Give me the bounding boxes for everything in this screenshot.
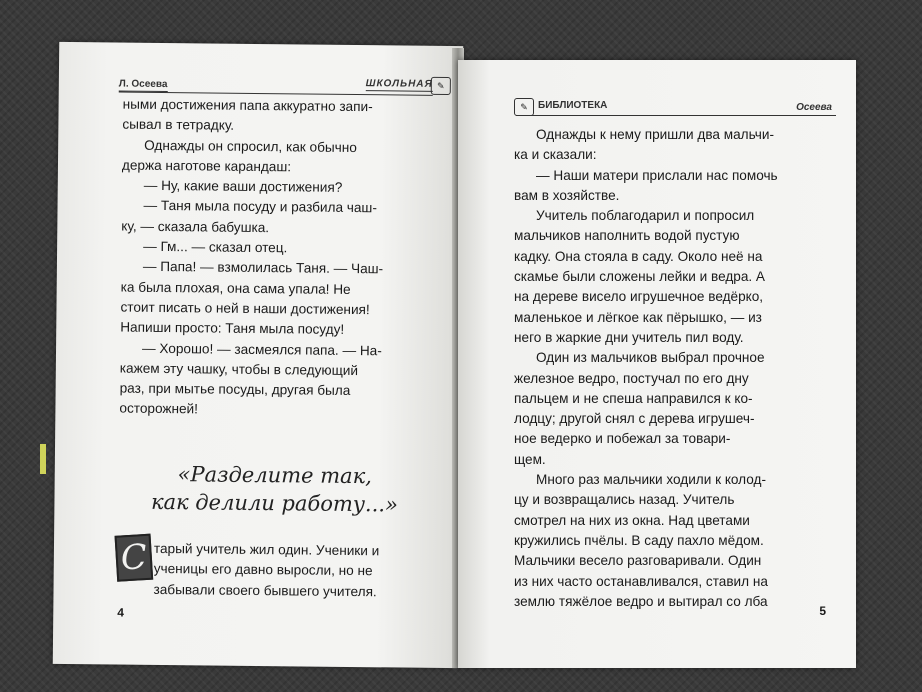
- text-line: Мальчики весело разговаривали. Один: [514, 553, 762, 569]
- story-title-line: «Разделите так,: [177, 462, 372, 489]
- right-header-author: Осеева: [796, 102, 832, 113]
- text-line: — Таня мыла посуду и разбила чаш-: [143, 198, 377, 216]
- right-text-block: [514, 125, 836, 612]
- text-line: Один из мальчиков выбрал прочное: [536, 350, 765, 366]
- right-page-number: 5: [819, 604, 826, 618]
- text-line: маленькое и лёгкое как пёрышко, — из: [514, 309, 762, 325]
- text-line: железное ведро, постучал по его дну: [514, 370, 749, 386]
- text-line: Напиши просто: Таня мыла посуду!: [120, 319, 345, 338]
- text-line: — Наши матери прислали нас помочь: [536, 167, 778, 183]
- left-page-number: 4: [117, 605, 125, 620]
- text-line: кажем эту чашку, чтобы в следующий: [119, 360, 359, 378]
- text-line: кружились пчёлы. В саду пахло мёдом.: [514, 532, 764, 548]
- text-line: лодцу; другой снял с дерева игрушеч-: [514, 411, 755, 427]
- text-line: из них часто останавливался, ставил на: [514, 573, 768, 589]
- left-story-start: [153, 539, 442, 603]
- text-line: Однажды к нему пришли два мальчи-: [536, 127, 774, 142]
- left-header-author: Л. Осеева: [118, 78, 168, 91]
- text-line: него в жаркие дни учитель пил воду.: [514, 329, 744, 345]
- text-line: забывали своего бывшего учителя.: [153, 581, 377, 599]
- text-line: — Папа! — взмолилась Таня. — Чаш-: [142, 259, 384, 277]
- text-line: смотрел на них из окна. Над цветами: [514, 512, 750, 528]
- story-title-line: как делили работу...»: [150, 489, 399, 517]
- text-line: ными достижения папа аккуратно запи-: [122, 96, 373, 115]
- text-line: ка была плохая, она сама упала! Не: [120, 279, 351, 297]
- right-header-rule: [516, 115, 836, 116]
- story-title: [114, 460, 435, 519]
- text-line: Учитель поблагодарил и попросил: [536, 208, 755, 224]
- text-line: землю тяжёлое ведро и вытирал со лба: [514, 593, 768, 609]
- text-line: Много раз мальчики ходили к колод-: [536, 472, 766, 488]
- text-line: цу и возвращались назад. Учитель: [514, 492, 735, 508]
- text-line: вам в хозяйстве.: [514, 187, 620, 203]
- text-line: ку, — сказала бабушка.: [121, 218, 270, 235]
- text-line: стоит писать о ней в наши достижения!: [120, 299, 370, 318]
- left-page: [53, 42, 463, 668]
- text-line: — Ну, какие ваши достижения?: [143, 177, 343, 196]
- text-line: — Гм... — сказал отец.: [143, 238, 288, 256]
- text-line: раз, при мытье посуды, другая была: [119, 380, 351, 399]
- text-line: держа наготове карандаш:: [121, 157, 292, 175]
- text-line: — Хорошо! — засмеялся папа. — На-: [141, 340, 382, 358]
- text-line: ка и сказали:: [514, 147, 597, 163]
- series-logo-icon: ✎: [431, 77, 451, 95]
- left-text-block: [119, 95, 442, 423]
- bookmark-ribbon: [40, 444, 46, 474]
- text-line: ученицы его давно выросли, но не: [153, 561, 373, 579]
- text-line: скамье были сложены лейки и ведра. А: [514, 269, 765, 285]
- text-line: пальцем и не спеша направился к ко-: [514, 390, 753, 406]
- text-line: на дереве висело игрушечное ведёрко,: [514, 289, 764, 305]
- right-page: [458, 60, 856, 668]
- text-line: сывал в тетрадку.: [122, 116, 235, 134]
- text-line: кадку. Она стояла в саду. Около неё на: [514, 248, 763, 264]
- text-line: Однажды он спросил, как обычно: [144, 137, 357, 155]
- text-line: осторожней!: [119, 401, 199, 417]
- series-logo-icon: ✎: [514, 98, 534, 116]
- text-line: ное ведерко и побежал за товари-: [514, 431, 731, 447]
- left-header-series: ШКОЛЬНАЯ: [365, 78, 433, 90]
- right-header-series: БИБЛИОТЕКА: [538, 100, 608, 111]
- text-line: щем.: [514, 451, 546, 467]
- text-line: мальчиков наполнить водой пустую: [514, 228, 740, 244]
- text-line: тарый учитель жил один. Ученики и: [153, 540, 380, 559]
- drop-cap: С: [115, 534, 154, 582]
